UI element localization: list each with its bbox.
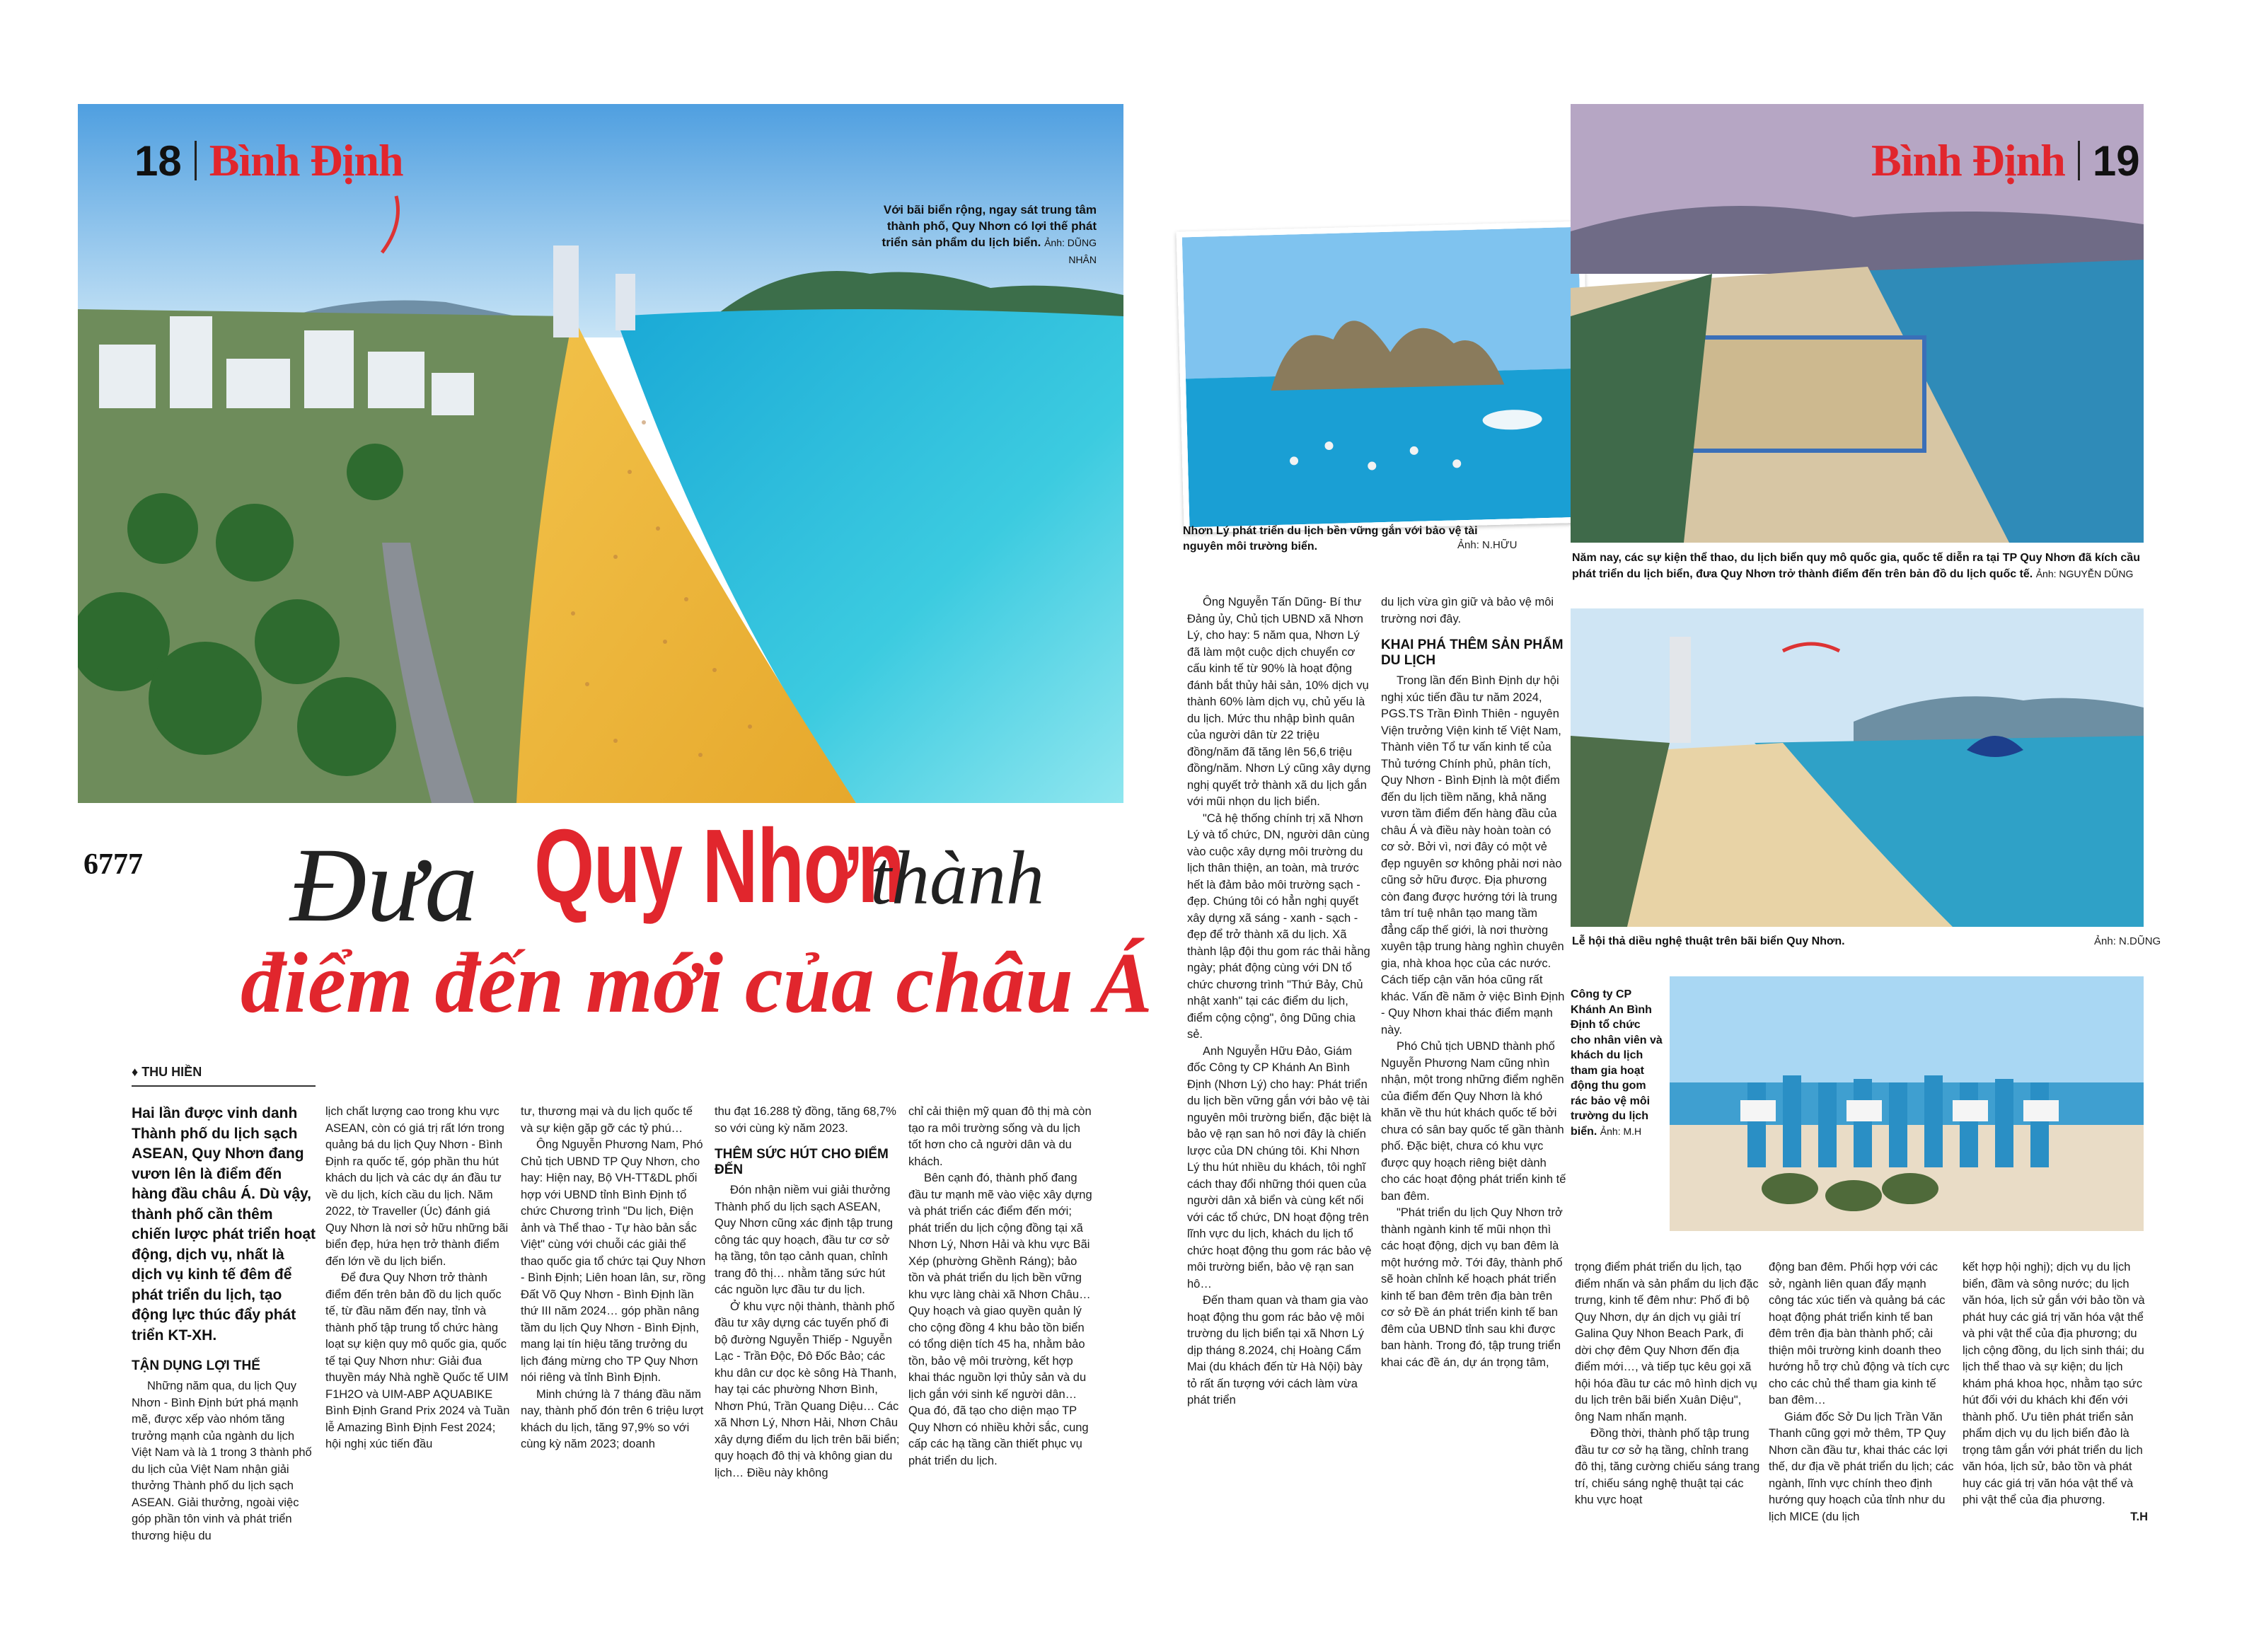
heading-tan-dung: TẬN DỤNG LỢI THẾ: [132, 1358, 260, 1373]
paragraph: Anh Nguyễn Hữu Đảo, Giám đốc Công ty CP Khánh An Bình Định (Nhơn Lý) cho hay: Phát triển du lịch bền vững gắn với bảo vệ tài nguyên môi trường biển, đặc biệt là bảo vệ rạn san hô nơi đây là chiến lược của DN chúng tôi. Khi Nhơn Lý thu hút nhiều du khách, tôi nghĩ cách thay đổi những thói quen của người dân xả biển và cùng kết nối với các tổ chức, DN hoạt động trên lĩnh vực du lịch, khách du lịch tổ chức hoạt động thu gom rác bảo vệ môi trường biển, bảo vệ rạn san hô…: [1187, 1044, 1372, 1290]
photo2-caption-text: Năm nay, các sự kiện thể thao, du lịch biển quy mô quốc gia, quốc tế diễn ra tại TP Quy Nhơn đã kích cầu phát triển du lịch biển, đưa Quy Nhơn trở thành điểm đến trên bản đồ du lịch quốc tế.: [1572, 552, 2140, 580]
paragraph: du lịch vừa gìn giữ và bảo vệ môi trường nơi đây.: [1381, 596, 1554, 625]
photo1-caption-text: Nhơn Lý phát triển du lịch bền vững gắn với bảo vệ tài nguyên môi trường biển.: [1183, 525, 1478, 553]
left-col-5: [908, 1104, 1094, 1469]
paragraph: Đồng thời, thành phố tập trung đầu tư cơ sở hạ tầng, chỉnh trang đô thị, tăng cường chiếu sáng trang trí, chiếu sáng nghệ thuật tại các khu vực hoạt: [1575, 1427, 1760, 1506]
paragraph: Đến tham quan và tham gia vào hoạt động thu gom rác bảo vệ môi trường du lịch biển tại xã Nhơn Lý dịp tháng 8.2024, chị Hoàng Cẩm Mai (du khách đến từ Hà Nội) bày tỏ rất ấn tượng với cách làm vừa phát triển: [1187, 1294, 1368, 1406]
right-col-d: [1769, 1259, 1954, 1525]
paragraph: Bên cạnh đó, thành phố đang đầu tư mạnh mẽ vào việc xây dựng và phát triển các điểm đến mới; phát triển du lịch cộng đồng tại xã Nhơn Lý, Nhơn Hải và khu vực Bãi Xép (phường Ghềnh Ráng); bảo tồn và phát triển du lịch bền vững khu vực làng chài xã Nhơn Châu… Quy hoạch và giao quyền quản lý cho cộng đồng 4 khu bảo tồn biển có tổng diện tích 45 ha, nhằm bảo tồn, bảo vệ môi trường, kết hợp khai thác nguồn lợi thủy sản và du lịch gắn với sinh kế người dân… Qua đó, đã tạo cho diện mạo TP Quy Nhơn có nhiều khởi sắc, cung cấp các hạ tầng cần thiết phục vụ phát triển du lịch.: [908, 1172, 1092, 1467]
paragraph: trọng điểm phát triển du lịch, tạo điểm nhấn và sản phẩm du lịch đặc trưng, kinh tế đêm như: Phố đi bộ Quy Nhơn, dự án dịch vụ giải trí Galina Quy Nhon Beach Park, đi dời chợ đêm Quy Nhơn đến địa điểm mới…, và tiếp tục kêu gọi xã hội hóa đầu tư các mô hình dịch vụ du lịch trên bãi biển Xuân Diệu", ông Nam nhấn mạnh.: [1575, 1261, 1759, 1423]
photo-nhon-ly-snorkel: [1177, 221, 1592, 533]
paragraph: tư, thương mại và du lịch quốc tế và sự kiện gặp gỡ các tỷ phú…: [521, 1105, 693, 1135]
photo3-credit: Ảnh: N.DŨNG: [2094, 935, 2161, 947]
heading-them-suc-hut: THÊM SỨC HÚT CHO ĐIỂM ĐẾN: [715, 1147, 889, 1177]
paragraph: động ban đêm. Phối hợp với các sở, ngành liên quan đẩy mạnh công tác xúc tiến và quảng bá các hoạt động phát triển kinh tế ban đêm trên địa bàn thành phố; cải thiện môi trường kinh doanh theo hướng hỗ trợ chủ động và tích cực cho các chủ thể tham gia kinh tế ban đêm…: [1769, 1261, 1950, 1406]
title-line2: điểm đến mới của châu Á: [241, 935, 1152, 1031]
author-byline: [132, 1065, 202, 1080]
photo2-caption: [1572, 550, 2144, 582]
photo4-caption-credit: Ảnh: M.H: [1600, 1125, 1642, 1137]
header-separator: [2078, 141, 2080, 180]
photo2-caption-credit: Ảnh: NGUYỄN DŨNG: [2035, 568, 2134, 579]
photo3-caption-text: Lễ hội thả diều nghệ thuật trên bãi biển Quy Nhơn.: [1572, 935, 1845, 947]
paragraph: Giám đốc Sở Du lịch Trần Văn Thanh cũng gợi mở thêm, TP Quy Nhơn cần đầu tư, khai thác các lợi thế, dư địa về phát triển du lịch; các ngành, lĩnh vực chính theo định hướng quy hoạch của tỉnh như du lịch MICE (du lịch: [1769, 1410, 1954, 1523]
title-quy-nhon: Quy Nhơn: [534, 808, 904, 925]
right-col-c: [1575, 1259, 1760, 1509]
hero-caption-credit: Ảnh: DŨNG NHÂN: [1044, 237, 1097, 265]
author-rule: [132, 1085, 316, 1087]
paragraph: Minh chứng là 7 tháng đầu năm nay, thành phố đón trên 6 triệu lượt khách du lịch, tăng 97,9% so với cùng kỳ năm 2023; doanh: [521, 1387, 704, 1450]
header-separator: [195, 141, 197, 180]
paragraph: "Phát triển du lịch Quy Nhơn trở thành ngành kinh tế mũi nhọn thì các hoạt động, dịch vụ ban đêm là một hướng mở. Tới đây, thành phố sẽ hoàn chỉnh kế hoạch phát triển kinh tế ban đêm trên địa bàn trên cơ sở Đề án phát triển kinh tế ban đêm của UBND tỉnh sau khi được ban hành. Trong đó, tập trung triển khai các đề án, dự án trọng tâm,: [1381, 1206, 1563, 1369]
heading-khai-pha: KHAI PHÁ THÊM SẢN PHẨM DU LỊCH: [1381, 637, 1564, 668]
paragraph: lịch chất lượng cao trong khu vực ASEAN, còn có giá trị rất lớn trong quảng bá du lịch Quy Nhơn - Bình Định ra quốc tế, góp phần thu hút khách du lịch và các dự án đầu tư về du lịch, kích cầu du lịch. Năm 2022, tờ Traveller (Úc) đánh giá Quy Nhơn là nơi sở hữu những bãi biển đẹp, hứa hẹn trở thành điểm đến lớn về du lịch biển.: [325, 1105, 509, 1268]
right-col-a: [1187, 594, 1372, 1409]
paragraph: "Cả hệ thống chính trị xã Nhơn Lý và tổ chức, DN, người dân cùng vào cuộc xây dựng môi trường du lịch thân thiện, an toàn, mà trước hết là đảm bảo môi trường sạch - đẹp. Chúng tôi có hẳn nghị quyết xây dựng xã sáng - xanh - sạch - đẹp để trở thành xã du lịch. Xã thành lập đội thu gom rác thải hằng ngày; phát động cùng với DN tổ chức chương trình "Thứ Bảy, Chủ nhật xanh" tại các điểm du lịch, điểm cộng cộng", ông Dũng chia sẻ.: [1187, 811, 1370, 1041]
left-col-3: [521, 1104, 706, 1453]
right-col-e: [1963, 1259, 2148, 1525]
photo3-caption: [1572, 934, 1996, 949]
sapo: Hai lần được vinh danh Thành phố du lịch sạch ASEAN, Quy Nhơn đang vươn lên là điểm đến hàng đầu châu Á. Dù vậy, thành phố cần thêm chiến lược phát triển hoạt động, dịch vụ, nhất là dịch vụ kinh tế đêm để phát triển du lịch, tạo động lực thúc đẩy phát triển KT-XH.: [132, 1105, 316, 1344]
photo-trash-collection: [1670, 976, 2144, 1231]
paragraph: Ở khu vực nội thành, thành phố đầu tư xây dựng các tuyến phố đi bộ đường Nguyễn Thiếp - Nguyễn Lạc - Trần Độc, Đô Đốc Bảo; các khu dân cư dọc kè sông Hà Thanh, hay tại các phường Nhơn Bình, Nhơn Phú, Trần Quang Diệu… Các xã Nhơn Lý, Nhơn Hải, Nhơn Châu xây dựng điểm du lịch trên bãi biển; quy hoạch đô thị và không gian du lịch… Điều này không: [715, 1300, 900, 1479]
paragraph: Phó Chủ tịch UBND thành phố Nguyễn Phương Nam cũng nhìn nhận, một trong những điểm nghẽn của điểm đến Quy Nhơn là khó khăn về thu hút khách quốc tế bởi chưa có sân bay quốc tế gần thành phố. Đặc biệt, chưa có khu vực được quy hoạch riêng biệt dành cho các hoạt động phát triển kinh tế ban đêm.: [1381, 1040, 1566, 1203]
page-number-left: 18: [134, 137, 182, 185]
paragraph: chỉ cải thiện mỹ quan đô thị mà còn tạo ra môi trường sống và du lịch tốt hơn cho cả người dân và du khách.: [908, 1105, 1092, 1168]
paragraph: Đón nhận niềm vui giải thưởng Thành phố du lịch sạch ASEAN, Quy Nhơn cũng xác định tập trung công tác quy hoạch, đầu tư cơ sở hạ tầng, tôn tạo cảnh quan, chỉnh trang đô thị… nhằm tăng sức hút các nguồn lực đầu tư du lịch.: [715, 1184, 894, 1296]
masthead-left: Bình Định: [209, 135, 403, 185]
paragraph: Trong lần đến Bình Định dự hội nghị xúc tiến đầu tư năm 2024, PGS.TS Trần Đình Thiên - nguyên Viện trưởng Viện kinh tế Việt Nam, Thành viên Tổ tư vấn kinh tế của Thủ tướng Chính phủ, phân tích, Quy Nhơn - Bình Định là một điểm đến du lịch tiềm năng, khả năng vươn tầm điểm đến hàng đầu của châu Á và điều này hoàn toàn có cơ sở. Bởi vì, nơi đây có một vẻ đẹp nguyên sơ không phải nơi nào cũng sở hữu được. Địa phương còn đang được hướng tới là trung tâm trí tuệ nhân tạo mang tầm đẳng cấp thế giới, là nơi thường xuyên tập trung hàng nghìn chuyên gia, nhà khoa học của các nước. Cách tiếp cận văn hóa cũng rất khác. Vấn đề năm ở việc Bình Định - Quy Nhơn khai thác điểm mạnh này.: [1381, 674, 1565, 1036]
hero-caption: [877, 202, 1097, 268]
page-number-right: 19: [2092, 137, 2140, 185]
paragraph: kết hợp hội nghị); dịch vụ du lịch biển, đầm và sông nước; du lịch văn hóa, lịch sử gắn với bảo tồn và phát huy các giá trị văn hóa vật thể và phi vật thể của địa phương; du lịch cộng đồng, du lịch sinh thái; du lịch thể thao và sự kiện; du lịch khám phá khoa học, nhằm tạo sức hút đối với du khách khi đến với thành phố. Ưu tiên phát triển sản phẩm dịch vụ du lịch biển đảo là trọng tâm gắn với phát triển du lịch văn hóa, lịch sử, bảo tồn và phát huy các giá trị văn hóa vật thể và phi vật thể của địa phương.: [1963, 1261, 2145, 1506]
photo1-caption: [1183, 524, 1494, 555]
title-script-dua: Đưa: [290, 826, 478, 944]
paragraph: Những năm qua, du lịch Quy Nhơn - Bình Định bứt phá mạnh mẽ, được xếp vào nhóm tăng trưởng mạnh của ngành du lịch Việt Nam và là 1 trong 3 thành phố du lịch của Việt Nam nhận giải thưởng Thành phố du lịch sạch ASEAN. Giải thưởng, ngoài việc góp phần tôn vinh và phát triển thương hiệu du: [132, 1380, 312, 1542]
paragraph: Ông Nguyễn Tấn Dũng- Bí thư Đảng ủy, Chủ tịch UBND xã Nhơn Lý, cho hay: 5 năm qua, Nhơn Lý đã làm một cuộc dịch chuyển cơ cấu kinh tế từ 90% là hoạt động đánh bắt thủy hải sản, 10% dịch vụ thành 60% làm dịch vụ, chủ yếu là du lịch. Mức thu nhập bình quân của người dân từ 22 triệu đồng/năm đã tăng lên 56,6 triệu đồng/năm. Nhơn Lý cũng xây dựng nghị quyết trở thành xã du lịch gắn với mũi nhọn du lịch biển.: [1187, 596, 1371, 808]
left-col-1: [132, 1358, 316, 1544]
signature: T.H: [2130, 1510, 2148, 1523]
paragraph: Ông Nguyễn Phương Nam, Phó Chủ tịch UBND TP Quy Nhơn, cho hay: Hiện nay, Bộ VH-TT&DL phối hợp với UBND tỉnh Bình Định tổ chức Chương trình "Du lịch, Điện ảnh và Thể thao - Tự hào bản sắc Việt" cùng với chuỗi các giải thể thao quốc gia tổ chức tại Quy Nhơn - Bình Định; Liên hoan lân, sư, rồng Đất Võ Quy Nhơn - Bình Định lần thứ III năm 2024… góp phần nâng tầm du lịch Quy Nhơn - Bình Định, mang lại tín hiệu tăng trưởng du lịch đáng mừng cho TP Quy Nhơn nói riêng và tỉnh Bình Định.: [521, 1138, 706, 1384]
right-col-b: [1381, 594, 1566, 1371]
right-page-header: [1871, 134, 2140, 187]
photo1-credit: Ảnh: N.HỮU: [1457, 539, 1518, 551]
issue-code: 6777: [83, 848, 143, 881]
author-name: THU HIỀN: [141, 1065, 202, 1079]
paragraph: thu đạt 16.288 tỷ đồng, tăng 68,7% so với cùng kỳ năm 2023.: [715, 1105, 896, 1135]
left-col-2: [325, 1104, 511, 1453]
hero-caption-text: Với bãi biển rộng, ngay sát trung tâm thành phố, Quy Nhơn có lợi thế phát triển sản phẩm du lịch biển.: [882, 203, 1097, 249]
author-diamond-icon: ♦: [132, 1065, 142, 1079]
left-page-header: [134, 134, 403, 187]
photo4-caption: [1571, 987, 1663, 1139]
paragraph: Để đưa Quy Nhơn trở thành điểm đến trên bản đồ du lịch quốc tế, từ đầu năm đến nay, tỉnh và thành phố tập trung tổ chức hàng loạt sự kiện quy mô quốc gia, quốc tế tại Quy Nhơn như: Giải đua thuyền máy Nhà nghề Quốc tế UIM F1H2O và UIM-ABP AQUABIKE Bình Định Grand Prix 2024 và Tuần lễ Amazing Bình Định Fest 2024; hội nghị xúc tiến đầu: [325, 1271, 510, 1450]
photo4-caption-text: Công ty CP Khánh An Bình Định tổ chức cho nhân viên và khách du lịch tham gia hoạt động thu gom rác bảo vệ môi trường du lịch biển.: [1571, 988, 1663, 1138]
masthead-right: Bình Định: [1871, 135, 2065, 185]
article-title: [241, 808, 1152, 1068]
photo-kite-festival: [1571, 608, 2144, 927]
left-col-4: [715, 1104, 900, 1481]
title-script-thanh: thành: [870, 836, 1045, 920]
